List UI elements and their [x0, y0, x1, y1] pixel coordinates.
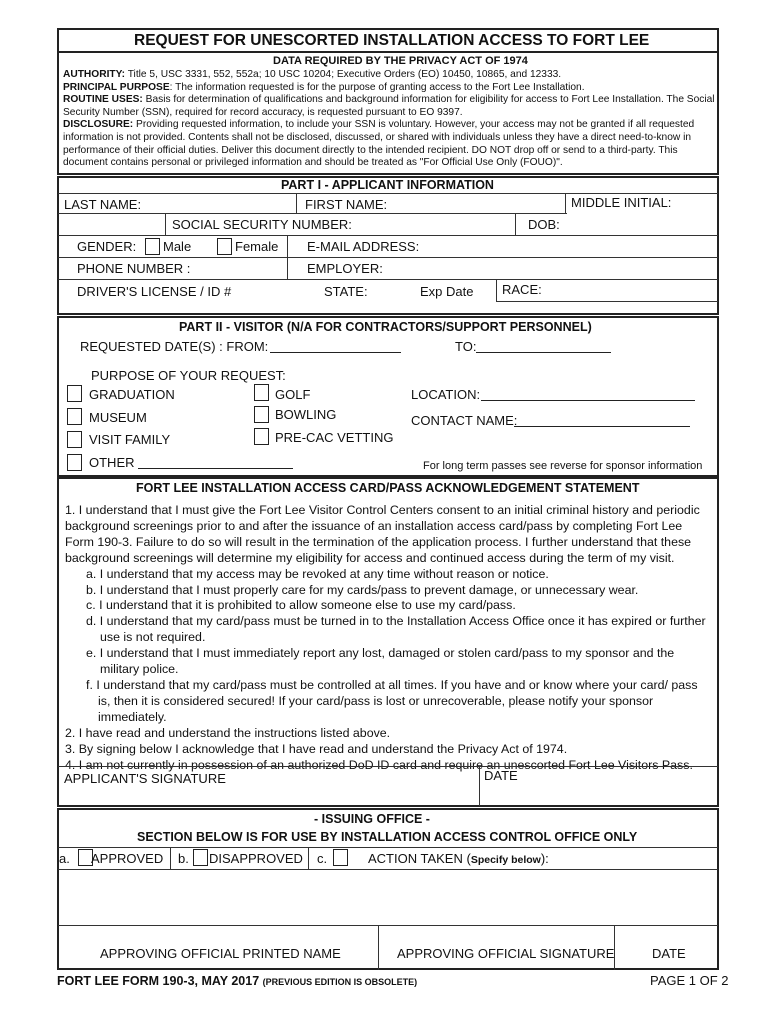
- action-taken-label: ACTION TAKEN (Specify below):: [368, 851, 549, 866]
- location-label: LOCATION:: [411, 387, 481, 402]
- phone-label: PHONE NUMBER :: [77, 261, 191, 276]
- first-name-label: FIRST NAME:: [305, 197, 388, 212]
- part1-heading: PART I - APPLICANT INFORMATION: [281, 178, 494, 192]
- email-label: E-MAIL ADDRESS:: [307, 239, 420, 254]
- race-label: RACE:: [502, 282, 542, 297]
- museum-checkbox[interactable]: [67, 408, 82, 425]
- form-title: REQUEST FOR UNESCORTED INSTALLATION ACCESS TO FORT LEE: [134, 32, 650, 49]
- contact-label: CONTACT NAME:: [411, 413, 518, 428]
- last-name-label: LAST NAME:: [64, 197, 142, 212]
- graduation-checkbox[interactable]: [67, 385, 82, 402]
- from-date-field[interactable]: [270, 337, 401, 352]
- license-field[interactable]: [232, 280, 312, 300]
- dob-label: DOB:: [528, 217, 560, 232]
- license-label: DRIVER'S LICENSE / ID #: [77, 284, 232, 299]
- middle-initial-field[interactable]: [670, 194, 716, 213]
- applicant-signature-label: APPLICANT'S SIGNATURE: [64, 771, 226, 786]
- to-label: TO:: [455, 339, 477, 354]
- state-field[interactable]: [372, 280, 417, 300]
- male-checkbox[interactable]: [145, 238, 160, 255]
- contact-field[interactable]: [514, 411, 690, 426]
- female-checkbox[interactable]: [217, 238, 232, 255]
- option-a-label: a.: [59, 851, 70, 866]
- applicant-signature-field[interactable]: [60, 786, 476, 805]
- last-name-field[interactable]: [140, 194, 295, 213]
- privacy-heading: DATA REQUIRED BY THE PRIVACY ACT OF 1974: [273, 55, 528, 67]
- issuing-heading: - ISSUING OFFICE -: [314, 812, 430, 826]
- bowling-label: BOWLING: [275, 407, 337, 422]
- middle-initial-label: MIDDLE INITIAL:: [571, 195, 672, 210]
- action-checkbox[interactable]: [333, 849, 348, 866]
- ack-text: 1. I understand that I must give the Fort Lee Visitor Control Centers consent to an initial criminal history and periodic background screenings prior to and after the issuance of an installation access card/pass by completing Fort Lee Form 190-3. Failure to do so will result in the termination of the application process. I further understand that these background screenings will determine my eligibility for access and continued access during the term of my visit. a. I understand that my access may be revoked at any time without reason or notice. b. I understand that I must properly care for my cards/pass to prevent damage, or unnecessary wear. c. I understand that it is prohibited to allow someone else to use my card/pass. d. I understand that my card/pass must be turned in to the Installation Access Office once it has expired or further use is not required. e. I understand that I must immediately report any lost, damaged or stolen card/pass to my sponsor and the military police. f. I understand that my card/pass must be controlled at all times. If you have and or know where your card/ pass is, then it is considered secured! If your card/pass is lost or unrecoverable, please notify your sponsor immediately. 2. I have read and understand the instructions listed above. 3. By signing below I acknowledge that I have read and understand the Privacy Act of 1974. 4. I am not currently in possession of an authorized DoD ID card and require an unescorted Fort Lee Visitors Pass.: [65, 503, 706, 772]
- precac-label: PRE-CAC VETTING: [275, 430, 394, 445]
- golf-label: GOLF: [275, 387, 311, 402]
- exp-date-label: Exp Date: [420, 284, 474, 299]
- to-date-field[interactable]: [476, 337, 611, 352]
- other-label: OTHER: [89, 455, 135, 470]
- long-term-note: For long term passes see reverse for sponsor information: [423, 460, 703, 472]
- ack-heading: FORT LEE INSTALLATION ACCESS CARD/PASS ACKNOWLEDGEMENT STATEMENT: [136, 481, 640, 495]
- precac-checkbox[interactable]: [254, 428, 269, 445]
- female-label: Female: [235, 239, 279, 254]
- employer-label: EMPLOYER:: [307, 261, 383, 276]
- employer-field[interactable]: [384, 258, 716, 278]
- action-specify-field[interactable]: [60, 871, 716, 923]
- other-checkbox[interactable]: [67, 454, 82, 471]
- bowling-checkbox[interactable]: [254, 406, 269, 423]
- graduation-label: GRADUATION: [89, 387, 175, 402]
- race-field[interactable]: [545, 280, 715, 300]
- privacy-text: AUTHORITY: Title 5, USC 3331, 552, 552a; 10 USC 10204; Executive Orders (EO) 10450, 10865, and 12333. PRINCIPAL PURPOSE: The information requested is for the purpose of granting access to the Fort Lee Installation. ROUTINE USES: Basis for determination of qualifications and background information for eligibility for access to Fort Lee Installation. The Social Security Number (SSN), required for record accuracy, is requested pursuant to EO 9397. DISCLOSURE: Providing requested information, to include your SSN is voluntary. However, your access may not be granted if all requested information is not provided. Contents shall not be disclosed, discussed, or shared with individuals unless they have a direct need-to-know in performance of their official duties. Deliver this document directly to the intended recipient. DO NOT drop off or send to a third-party. This document contains personal or privileged information and should be treated as "For Official Use Only (FOUO)".: [63, 69, 715, 169]
- applicant-date-field[interactable]: [482, 784, 716, 805]
- official-signature-label: APPROVING OFFICIAL SIGNATURE: [397, 946, 615, 961]
- option-b-label: b.: [178, 851, 189, 866]
- printed-name-label: APPROVING OFFICIAL PRINTED NAME: [100, 946, 341, 961]
- page-number: PAGE 1 OF 2: [650, 973, 729, 988]
- dob-field[interactable]: [563, 214, 713, 234]
- ssn-label: SOCIAL SECURITY NUMBER:: [172, 217, 352, 232]
- golf-checkbox[interactable]: [254, 384, 269, 401]
- email-field[interactable]: [422, 236, 716, 256]
- museum-label: MUSEUM: [89, 410, 147, 425]
- requested-dates-label: REQUESTED DATE(S) : FROM:: [80, 339, 269, 354]
- official-date-label: DATE: [652, 946, 686, 961]
- visit-family-label: VISIT FAMILY: [89, 432, 171, 447]
- option-c-label: c.: [317, 851, 328, 866]
- location-field[interactable]: [481, 385, 695, 400]
- gender-label: GENDER:: [77, 239, 137, 254]
- official-date-field[interactable]: [616, 927, 716, 943]
- purpose-label: PURPOSE OF YOUR REQUEST:: [91, 368, 286, 383]
- visit-family-checkbox[interactable]: [67, 431, 82, 448]
- exp-date-field[interactable]: [476, 280, 494, 300]
- other-field[interactable]: [138, 453, 293, 468]
- form-footer: FORT LEE FORM 190-3, MAY 2017 (PREVIOUS EDITION IS OBSOLETE): [57, 974, 418, 988]
- official-signature-field[interactable]: [380, 927, 612, 943]
- issuing-subheading: SECTION BELOW IS FOR USE BY INSTALLATION ACCESS CONTROL OFFICE ONLY: [137, 830, 638, 844]
- disapproved-label: DISAPPROVED: [209, 851, 303, 866]
- ssn-field[interactable]: [350, 214, 512, 234]
- male-label: Male: [163, 239, 192, 254]
- applicant-date-label: DATE: [484, 768, 518, 783]
- part2-heading: PART II - VISITOR (N/A FOR CONTRACTORS/SUPPORT PERSONNEL): [179, 320, 592, 334]
- first-name-field[interactable]: [395, 194, 560, 213]
- phone-field[interactable]: [188, 258, 285, 278]
- state-label: STATE:: [324, 284, 368, 299]
- official-name-field[interactable]: [60, 927, 376, 943]
- approved-label: APPROVED: [91, 851, 164, 866]
- disapproved-checkbox[interactable]: [193, 849, 208, 866]
